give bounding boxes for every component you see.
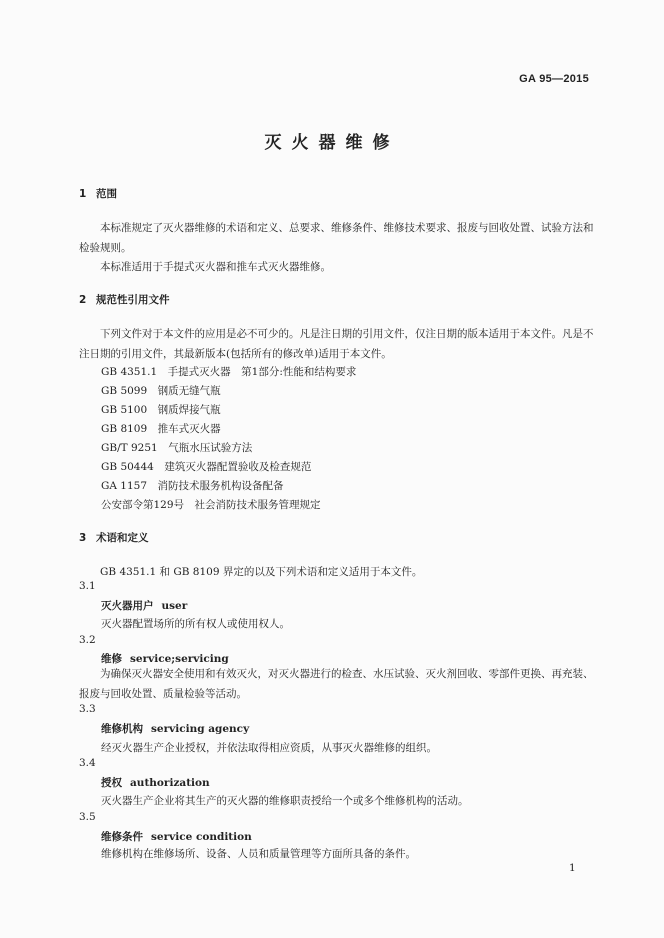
term-heading (101, 651, 229, 666)
term-en: authorization (130, 777, 210, 789)
term-heading (101, 775, 210, 790)
term-heading (101, 829, 252, 844)
term-zh: 灭火器用户 (101, 600, 154, 612)
reference-item: GB 4351.1 手提式灭火器 第1部分:性能和结构要求 (101, 366, 357, 378)
reference-item: GB 50444 建筑灭火器配置验收及检查规范 (101, 461, 312, 473)
term-heading (101, 598, 187, 613)
section-title: 范围 (96, 188, 117, 200)
term-definition: 灭火器生产企业将其生产的灭火器的维修职责授给一个或多个维修机构的活动。 (101, 795, 469, 807)
reference-item: 公安部令第129号 社会消防技术服务管理规定 (101, 499, 321, 511)
section-title: 术语和定义 (96, 532, 149, 544)
term-zh: 维修条件 (101, 831, 143, 843)
section-number: 1 (79, 188, 87, 200)
standard-number: GA 95—2015 (519, 73, 589, 85)
section-number: 2 (79, 294, 87, 306)
term-en: service condition (151, 831, 252, 843)
term-number: 3.5 (79, 811, 96, 823)
term-zh: 维修 (101, 653, 122, 665)
term-definition: 维修机构在维修场所、设备、人员和质量管理等方面所具备的条件。 (101, 848, 416, 860)
page-number: 1 (569, 862, 576, 874)
term-definition: 经灭火器生产企业授权，并依法取得相应资质，从事灭火器维修的组织。 (101, 742, 437, 754)
section-3-paragraph-1: GB 4351.1 和 GB 8109 界定的以及下列术语和定义适用于本文件。 (100, 566, 423, 578)
section-1-heading (79, 186, 117, 201)
section-3-heading (79, 530, 149, 545)
document-title: 灭火器维修 (264, 133, 400, 153)
section-1-paragraph-1: 本标准规定了灭火器维修的术语和定义、总要求、维修条件、维修技术要求、报废与回收处置、试验方法和检验规则。 (79, 222, 594, 254)
term-en: service;servicing (130, 653, 229, 665)
term-number: 3.3 (79, 703, 96, 715)
reference-item: GA 1157 消防技术服务机构设备配备 (101, 480, 284, 492)
term-number: 3.4 (79, 757, 96, 769)
reference-item: GB 8109 推车式灭火器 (101, 423, 221, 435)
term-number: 3.2 (79, 634, 96, 646)
term-zh: 维修机构 (101, 723, 143, 735)
reference-item: GB 5099 钢质无缝气瓶 (101, 385, 221, 397)
reference-item: GB 5100 钢质焊接气瓶 (101, 404, 221, 416)
section-2-heading (79, 292, 170, 307)
section-1-paragraph-2: 本标准适用于手提式灭火器和推车式灭火器维修。 (100, 261, 331, 273)
term-en: user (161, 600, 188, 612)
term-heading (101, 721, 249, 736)
term-number: 3.1 (79, 580, 96, 592)
term-en: servicing agency (151, 723, 250, 735)
reference-item: GB/T 9251 气瓶水压试验方法 (101, 442, 253, 454)
section-2-paragraph-1: 下列文件对于本文件的应用是必不可少的。凡是注日期的引用文件，仅注日期的版本适用于本文件。凡是不注日期的引用文件，其最新版本(包括所有的修改单)适用于本文件。 (79, 328, 594, 360)
section-title: 规范性引用文件 (96, 294, 170, 306)
term-definition: 灭火器配置场所的所有权人或使用权人。 (101, 618, 290, 630)
term-zh: 授权 (101, 777, 122, 789)
term-definition: 为确保灭火器安全使用和有效灭火，对灭火器进行的检查、水压试验、灭火剂回收、零部件更换、再充装、报废与回收处置、质量检验等活动。 (79, 668, 594, 700)
section-number: 3 (79, 532, 87, 544)
